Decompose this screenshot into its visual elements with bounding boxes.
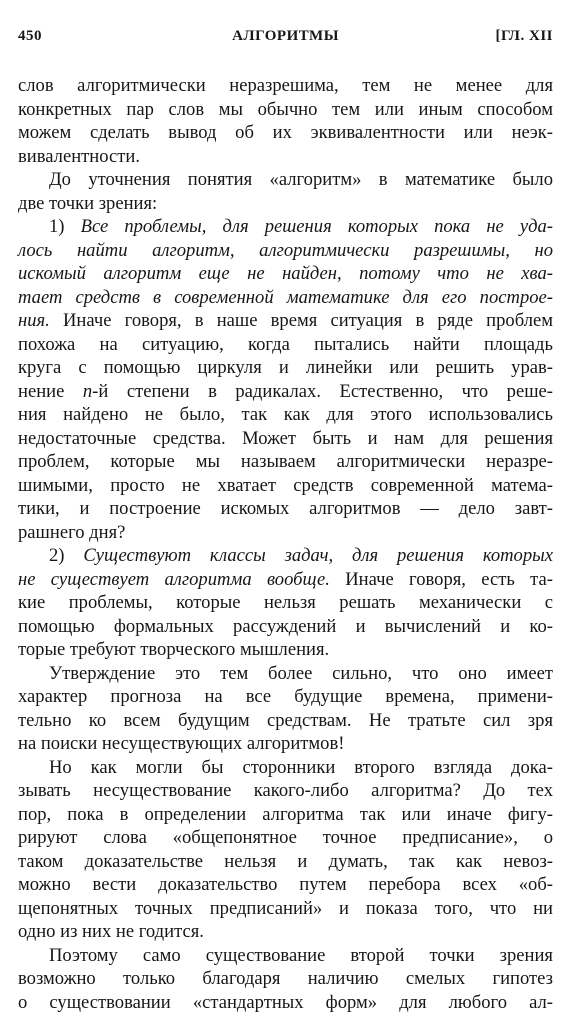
text-line (18, 803, 553, 827)
text-line (18, 497, 553, 521)
italic-segment: n (83, 381, 92, 402)
text-segment: рируют слова «общепонятное точное предписание», о (18, 827, 553, 848)
text-segment: тики, и построение искомых алгоритмов — дело завт- (18, 498, 553, 519)
text-segment: щепонятных точных предписаний» и показа того, что ни (18, 898, 553, 919)
text-segment: помощью формальных рассуждений и вычислений и ко- (18, 616, 553, 637)
text-line (18, 615, 553, 639)
text-line (18, 286, 553, 310)
text-segment: недостаточные средства. Может быть и нам для решения (18, 428, 553, 449)
text-line (18, 309, 553, 333)
italic-segment: Все проблемы, для решения которых пока не уда- (81, 216, 553, 237)
text-segment: одно из них не годится. (18, 921, 204, 942)
text-line (18, 638, 553, 662)
text-segment: Но как могли бы сторонники второго взгляда дока- (49, 757, 553, 778)
page-number: 450 (18, 28, 42, 45)
text-segment: кие проблемы, которые нельзя решать механически с (18, 592, 553, 613)
text-segment: нение (18, 381, 83, 402)
running-header (18, 28, 553, 52)
text-line (18, 192, 553, 216)
text-line (18, 215, 553, 239)
text-line (18, 591, 553, 615)
text-segment: пор, пока в определении алгоритма так или иначе фигу- (18, 804, 553, 825)
italic-segment: искомый алгоритм еще не найден, потому что не хва- (18, 263, 553, 284)
italic-segment: тает средств в современной математике для его построе- (18, 287, 553, 308)
text-line (18, 474, 553, 498)
text-segment: шимыми, просто не хватает средств современной матема- (18, 475, 553, 496)
text-line (18, 873, 553, 897)
text-line (18, 709, 553, 733)
text-line (18, 356, 553, 380)
text-line (18, 98, 553, 122)
text-segment: Иначе говоря, в наше время ситуация в ряде проблем (50, 310, 553, 331)
text-segment: таком доказательстве нельзя и думать, так как невоз- (18, 851, 553, 872)
text-line (18, 544, 553, 568)
text-segment: Иначе говоря, есть та- (330, 569, 553, 590)
italic-segment: лось найти алгоритм, алгоритмически разрешимы, но (18, 240, 553, 261)
text-segment: 2) (49, 545, 83, 566)
text-segment: проблем, которые мы называем алгоритмически неразре- (18, 451, 553, 472)
body-text (18, 74, 553, 1014)
text-segment: круга с помощью циркуля и линейки или решить урав- (18, 357, 553, 378)
text-segment: возможно только благодаря наличию смелых гипотез (18, 968, 553, 989)
italic-segment: Существуют классы задач, для решения которых (83, 545, 553, 566)
text-segment: -й степени в радикалах. Естественно, что реше- (92, 381, 553, 402)
text-line (18, 403, 553, 427)
text-line (18, 568, 553, 592)
running-title: АЛГОРИТМЫ (18, 28, 553, 45)
text-segment: похожа на ситуацию, когда пытались найти площадь (18, 334, 553, 355)
text-segment: о существовании «стандартных форм» для любого ал- (18, 992, 553, 1013)
italic-segment: не существует алгоритма вообще. (18, 569, 330, 590)
text-segment: можем сделать вывод об их эквивалентности или неэк- (18, 122, 553, 143)
text-segment: слов алгоритмически неразрешима, тем не менее для (18, 75, 553, 96)
chapter-label: [ГЛ. XII (496, 28, 553, 45)
text-line (18, 920, 553, 944)
text-line (18, 121, 553, 145)
text-line (18, 239, 553, 263)
text-segment: на поиски несуществующих алгоритмов! (18, 733, 344, 754)
text-line (18, 991, 553, 1014)
text-line (18, 262, 553, 286)
text-segment: Поэтому само существование второй точки зрения (49, 945, 553, 966)
text-segment: можно вести доказательство путем перебора всех «об- (18, 874, 553, 895)
text-line (18, 732, 553, 756)
text-segment: рашнего дня? (18, 522, 125, 543)
text-line (18, 662, 553, 686)
text-segment: торые требуют творческого мышления. (18, 639, 329, 660)
text-line (18, 685, 553, 709)
text-line (18, 850, 553, 874)
text-segment: конкретных пар слов мы обычно тем или иным способом (18, 99, 553, 120)
text-line (18, 168, 553, 192)
text-line (18, 380, 553, 404)
text-line (18, 333, 553, 357)
text-segment: тельно ко всем будущим средствам. Не тратьте сил зря (18, 710, 553, 731)
text-line (18, 521, 553, 545)
text-line (18, 944, 553, 968)
text-line (18, 897, 553, 921)
text-segment: До уточнения понятия «алгоритм» в математике было (49, 169, 553, 190)
text-segment: ния найдено не было, так как для этого использовались (18, 404, 553, 425)
text-line (18, 427, 553, 451)
text-segment: вивалентности. (18, 146, 140, 167)
book-page (18, 28, 553, 1014)
text-segment: Утверждение это тем более сильно, что оно имеет (49, 663, 553, 684)
text-line (18, 145, 553, 169)
text-segment: характер прогноза на все будущие времена, примени- (18, 686, 553, 707)
italic-segment: ния. (18, 310, 50, 331)
text-line (18, 779, 553, 803)
text-line (18, 756, 553, 780)
text-segment: 1) (49, 216, 81, 237)
text-line (18, 450, 553, 474)
text-segment: зывать несуществование какого-либо алгоритма? До тех (18, 780, 553, 801)
text-segment: две точки зрения: (18, 193, 157, 214)
text-line (18, 74, 553, 98)
text-line (18, 826, 553, 850)
text-line (18, 967, 553, 991)
